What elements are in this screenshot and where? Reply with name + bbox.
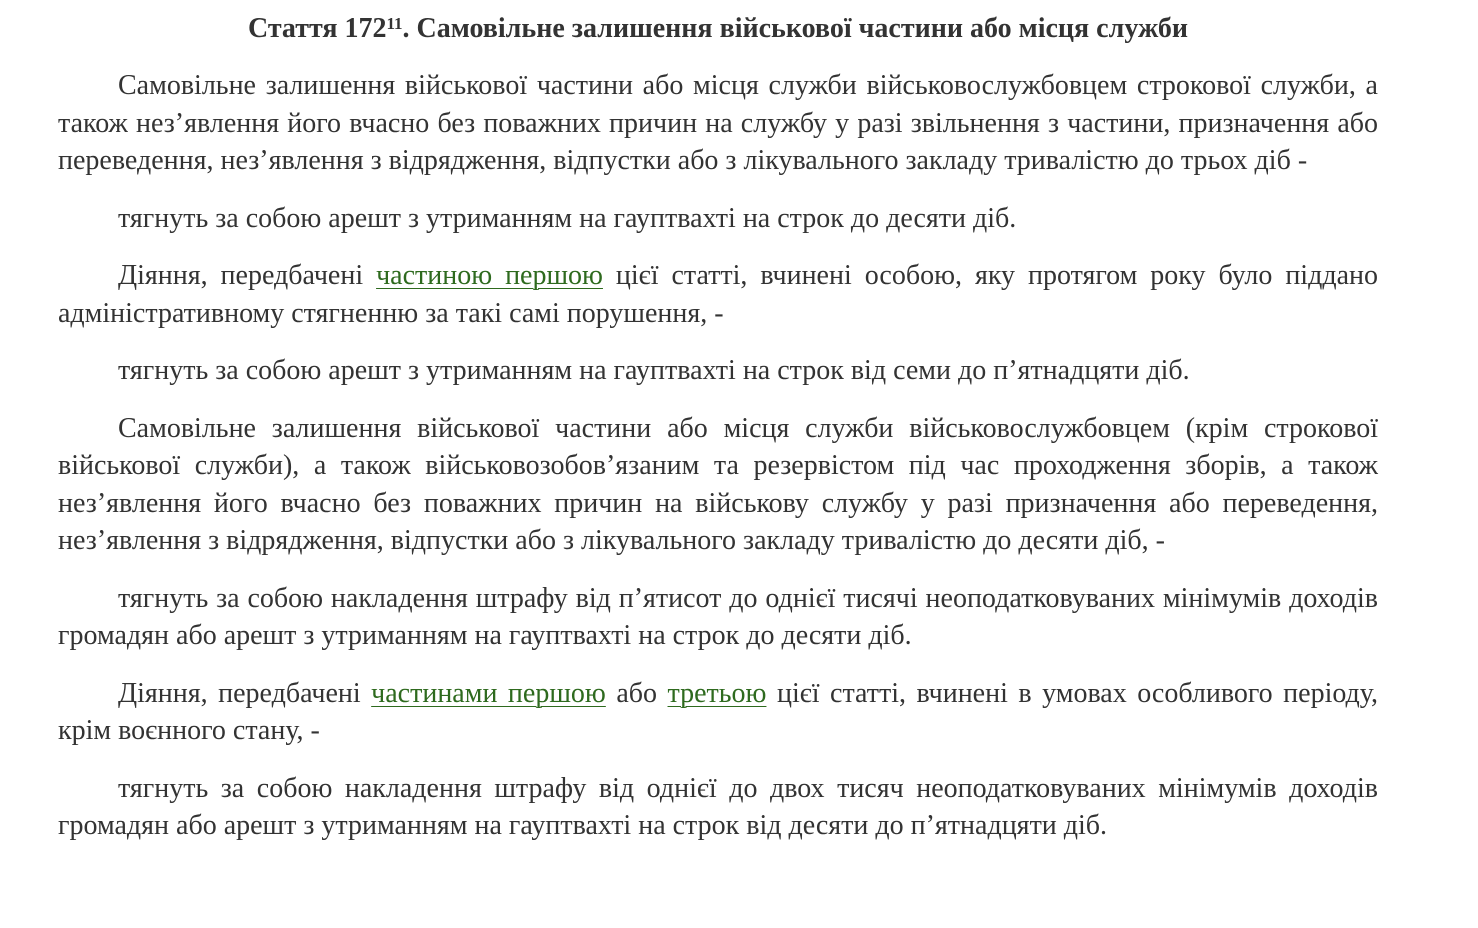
legal-document <box>58 0 1378 845</box>
article-title <box>58 12 1378 46</box>
paragraph-part-3: Самовільне залишення військової частини або місця служби військовослужбовцем (крім строкової військової служби), а також військовозобов’язаним та резервістом під час проходження зборів, а також нез’явлення його вчасно без поважних причин на військову службу у разі призначення або переведення, нез’явлення з відрядження, відпустки або з лікувального закладу тривалістю до десяти діб, - <box>58 412 1378 556</box>
paragraph-part-4-penalty: тягнуть за собою накладення штрафу від однієї до двох тисяч неоподатковуваних мінімумів доходів громадян або арешт з утриманням на гауптвахті на строк від десяти до п’ятнадцяти діб. <box>58 772 1378 841</box>
paragraph-part-2-penalty: тягнуть за собою арешт з утриманням на гауптвахті на строк від семи до п’ятнадцяти діб. <box>118 355 1190 386</box>
paragraph-part-4 <box>58 675 1378 750</box>
paragraph-text: цієї статті, вчинені особою, яку протягом року було піддано адміністративному стягненню за такі самі порушення, - <box>58 260 1378 329</box>
paragraph-part-1: Самовільне залишення військової частини або місця служби військовослужбовцем строкової служби, а також нез’явлення його вчасно без поважних причин на службу у разі звільнення з частини, призначення або переведення, нез’явлення з відрядження, відпустки або з лікувального закладу тривалістю до трьох діб - <box>58 70 1378 176</box>
paragraph-part-3-penalty: тягнуть за собою накладення штрафу від п’ятисот до однієї тисячі неоподатковуваних мінімумів доходів громадян або арешт з утриманням на гауптвахті на строк до десяти діб. <box>58 582 1378 651</box>
article-number-superscript: 11 <box>386 13 403 33</box>
link-part-three[interactable]: третьою <box>667 677 767 709</box>
article-title-prefix: Стаття 172 <box>247 13 387 44</box>
link-part-one[interactable]: частиною першою <box>376 260 603 291</box>
paragraph-text: Діяння, передбачені <box>118 260 377 291</box>
paragraph-text: або <box>605 677 668 709</box>
link-parts-one[interactable]: частинами першою <box>371 677 606 709</box>
paragraph-text: Діяння, передбачені <box>118 677 372 709</box>
article-title-text: . Самовільне залишення військової частини або місця служби <box>402 13 1189 44</box>
paragraph-part-1-penalty: тягнуть за собою арешт з утриманням на гауптвахті на строк до десяти діб. <box>118 202 1017 234</box>
paragraph-part-2 <box>58 257 1378 332</box>
paragraph-text: цієї статті, вчинені в умовах особливого періоду, крім воєнного стану, - <box>58 677 1378 746</box>
